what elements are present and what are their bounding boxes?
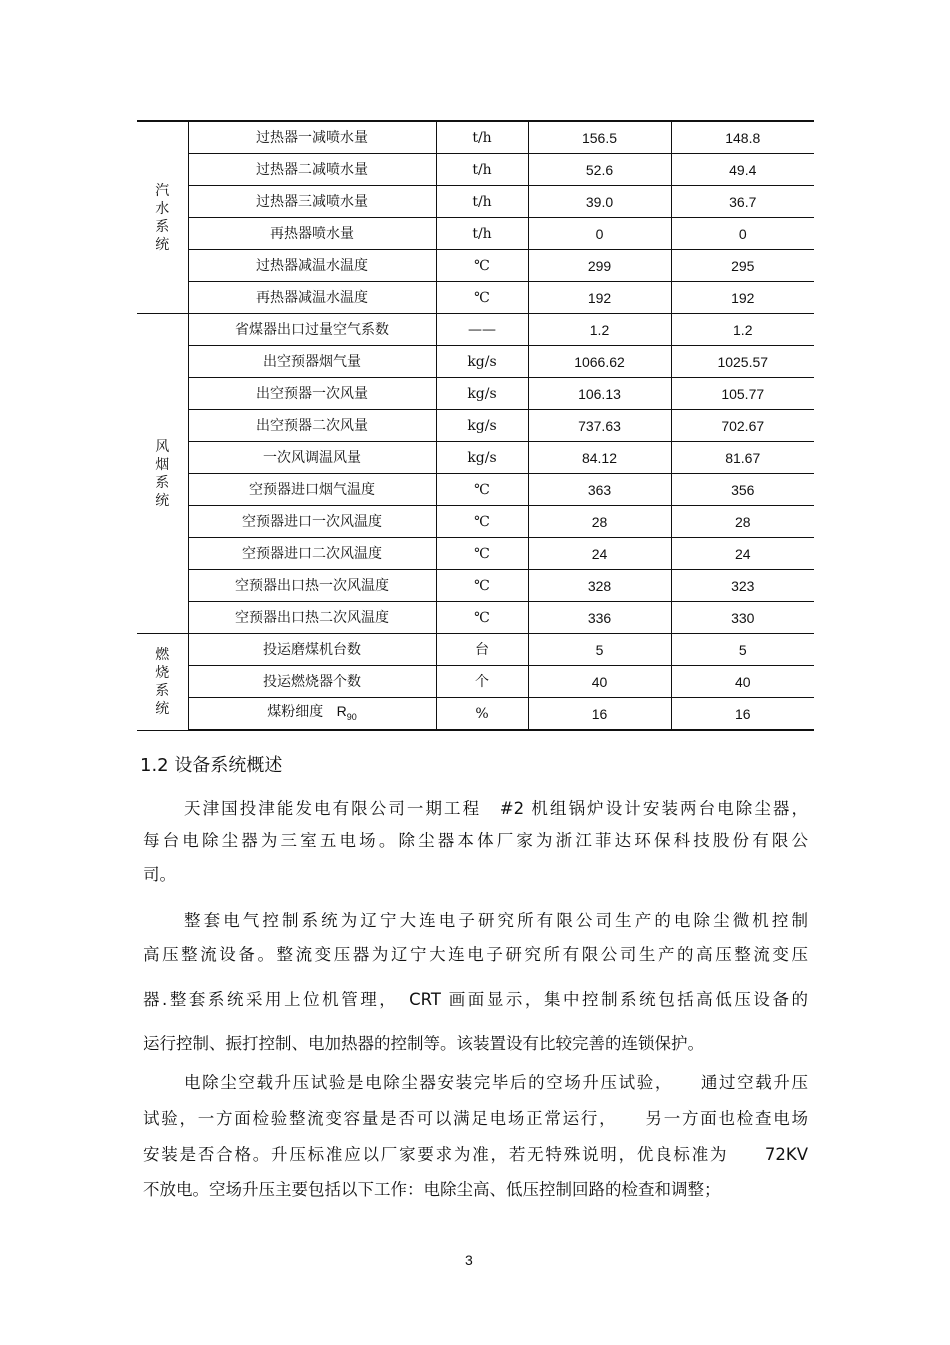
parameter-name-text: 出空预器一次风量 [256,385,368,402]
parameter-value-2: 105.77 [671,378,814,410]
paragraph-line: 安装是否合格。升压标准应以厂家要求为准，若无特殊说明，优良标准为 72KV [143,1145,808,1164]
parameter-value-2: 49.4 [671,154,814,186]
parameter-unit: ℃ [436,538,528,570]
table-row [137,602,814,634]
system-group-text: 风烟系统 [155,438,170,509]
parameter-value-1: 5 [528,634,671,666]
parameter-value-1: 1066.62 [528,346,671,378]
parameter-value-1: 40 [528,666,671,698]
parameter-value-2: 148.8 [671,121,814,154]
paragraph-line: 每台电除尘器为三室五电场。除尘器本体厂家为浙江菲达环保科技股份有限公 [143,831,808,850]
table-row [137,314,814,346]
parameter-value-2: 40 [671,666,814,698]
parameter-unit: 个 [436,666,528,698]
parameter-name-text: 空预器出口热二次风温度 [235,609,389,626]
parameter-unit: ℃ [436,474,528,506]
parameter-name-text: 过热器二减喷水量 [256,161,368,178]
system-group-text: 汽水系统 [155,182,170,253]
parameter-name [188,634,436,666]
parameter-unit: t/h [436,121,528,154]
parameter-value-1: 1.2 [528,314,671,346]
table-row [137,250,814,282]
parameter-name [188,442,436,474]
table-row [137,154,814,186]
paragraph-line: 高压整流设备。整流变压器为辽宁大连电子研究所有限公司生产的高压整流变压 [143,945,808,964]
parameter-name [188,698,436,731]
table-row [137,698,814,731]
system-group-label [137,634,188,731]
parameter-name-text: 投运磨煤机台数 [263,641,361,658]
parameter-unit: —— [436,314,528,346]
parameter-unit: kg/s [436,378,528,410]
parameter-table-body [137,121,814,730]
parameter-value-1: 24 [528,538,671,570]
parameter-value-2: 5 [671,634,814,666]
table-row [137,506,814,538]
parameter-value-2: 81.67 [671,442,814,474]
parameter-value-2: 702.67 [671,410,814,442]
system-group-text: 燃烧系统 [155,646,170,717]
parameter-name [188,154,436,186]
parameter-name [188,218,436,250]
parameter-name-text: 空预器进口二次风温度 [242,545,382,562]
parameter-name-text: 再热器减温水温度 [256,289,368,306]
parameter-unit: ℃ [436,602,528,634]
paragraph-line: 器.整套系统采用上位机管理， CRT 画面显示，集中控制系统包括高低压设备的 [143,990,808,1009]
parameter-name [188,602,436,634]
parameter-name [188,346,436,378]
parameter-value-1: 737.63 [528,410,671,442]
parameter-value-2: 323 [671,570,814,602]
table-row [137,282,814,314]
parameter-value-2: 24 [671,538,814,570]
parameter-unit: kg/s [436,346,528,378]
paragraph-line: 整套电气控制系统为辽宁大连电子研究所有限公司生产的电除尘微机控制 [184,911,808,930]
parameter-table [137,120,814,731]
parameter-value-2: 16 [671,698,814,731]
parameter-name-text: 一次风调温风量 [263,449,361,466]
parameter-name [188,474,436,506]
parameter-value-2: 28 [671,506,814,538]
parameter-symbol: R [336,702,347,719]
parameter-name-text: 空预器进口烟气温度 [249,481,375,498]
parameter-name-text: 出空预器二次风量 [256,417,368,434]
parameter-name [188,282,436,314]
parameter-value-2: 356 [671,474,814,506]
parameter-value-2: 330 [671,602,814,634]
parameter-name-text: 过热器减温水温度 [256,257,368,274]
parameter-name-text: 空预器进口一次风温度 [242,513,382,530]
parameter-value-1: 52.6 [528,154,671,186]
parameter-name [188,506,436,538]
parameter-unit: kg/s [436,410,528,442]
page-number: 3 [465,1252,473,1268]
parameter-name [188,410,436,442]
parameter-name [188,378,436,410]
parameter-unit: t/h [436,218,528,250]
parameter-name-text: 过热器一减喷水量 [256,129,368,146]
parameter-value-2: 1.2 [671,314,814,346]
parameter-name [188,186,436,218]
table-row [137,570,814,602]
system-group-label [137,121,188,314]
parameter-value-1: 328 [528,570,671,602]
parameter-unit: kg/s [436,442,528,474]
parameter-value-2: 0 [671,218,814,250]
parameter-name [188,314,436,346]
parameter-value-1: 16 [528,698,671,731]
parameter-name-text: 投运燃烧器个数 [263,673,361,690]
parameter-unit: ℃ [436,250,528,282]
parameter-value-1: 156.5 [528,121,671,154]
system-group-label [137,314,188,634]
parameter-value-1: 106.13 [528,378,671,410]
parameter-value-1: 299 [528,250,671,282]
parameter-name-text: 省煤器出口过量空气系数 [235,321,389,338]
parameter-unit: 台 [436,634,528,666]
parameter-value-1: 0 [528,218,671,250]
parameter-value-2: 192 [671,282,814,314]
paragraph-line: 电除尘空载升压试验是电除尘器安装完毕后的空场升压试验， 通过空载升压 [184,1073,808,1092]
parameter-value-1: 363 [528,474,671,506]
parameter-value-2: 1025.57 [671,346,814,378]
parameter-value-1: 28 [528,506,671,538]
parameter-name [188,538,436,570]
parameter-unit: ℃ [436,506,528,538]
paragraph-line: 运行控制、振打控制、电加热器的控制等。该装置设有比较完善的连锁保护。 [143,1034,704,1053]
parameter-unit: ℃ [436,570,528,602]
parameter-name [188,666,436,698]
parameter-unit: ℃ [436,282,528,314]
table-row [137,634,814,666]
parameter-value-1: 192 [528,282,671,314]
parameter-symbol-subscript: 90 [346,711,357,722]
paragraph-line: 试验，一方面检验整流变容量是否可以满足电场正常运行， 另一方面也检查电场 [143,1109,808,1128]
parameter-name-text: 出空预器烟气量 [263,353,361,370]
parameter-name [188,250,436,282]
parameter-value-2: 36.7 [671,186,814,218]
parameter-value-1: 336 [528,602,671,634]
table-row [137,474,814,506]
parameter-name-text: 再热器喷水量 [270,225,354,242]
parameter-value-1: 84.12 [528,442,671,474]
parameter-unit: t/h [436,154,528,186]
parameter-value-2: 295 [671,250,814,282]
table-row [137,410,814,442]
parameter-name-text: 煤粉细度 [267,703,324,720]
table-row [137,442,814,474]
table-row [137,378,814,410]
parameter-name-text: 过热器三减喷水量 [256,193,368,210]
table-row [137,121,814,154]
table-row [137,346,814,378]
parameter-value-1: 39.0 [528,186,671,218]
table-row [137,666,814,698]
table-row [137,538,814,570]
parameter-name [188,570,436,602]
parameter-name [188,121,436,154]
parameter-unit: % [436,698,528,731]
paragraph-line: 不放电。空场升压主要包括以下工作：电除尘高、低压控制回路的检查和调整； [143,1180,721,1199]
parameter-name-text: 空预器出口热一次风温度 [235,577,389,594]
table-row [137,186,814,218]
section-heading: 1.2 设备系统概述 [140,755,283,776]
parameter-unit: t/h [436,186,528,218]
table-row [137,218,814,250]
paragraph-line: 天津国投津能发电有限公司一期工程 #2 机组锅炉设计安装两台电除尘器， [184,799,808,818]
paragraph-line: 司。 [143,865,176,884]
